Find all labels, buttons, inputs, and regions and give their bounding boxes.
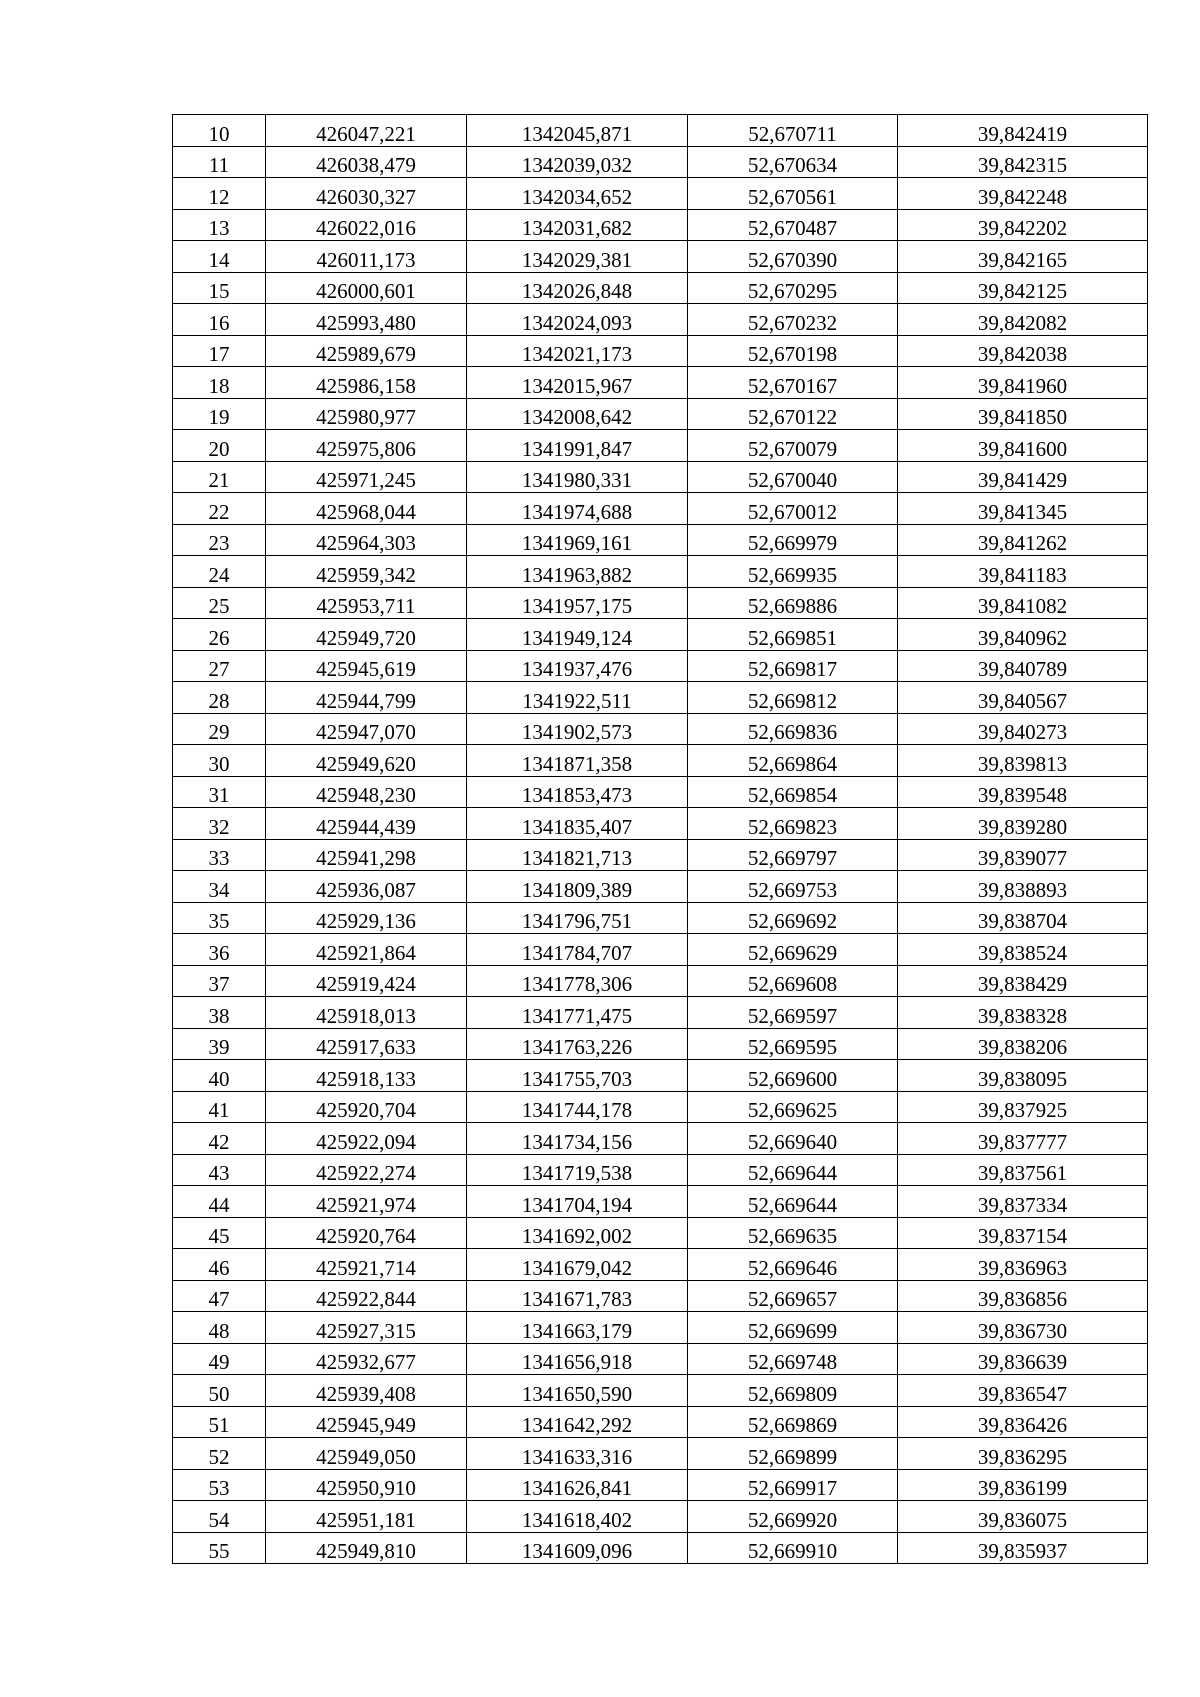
x-coordinate-cell: 425975,806	[266, 430, 467, 462]
point-number-cell: 15	[173, 272, 266, 304]
table-row	[173, 1501, 1148, 1533]
longitude-cell: 39,842125	[898, 272, 1148, 304]
table-row	[173, 398, 1148, 430]
point-number-cell: 34	[173, 871, 266, 903]
latitude-cell: 52,670711	[688, 115, 898, 147]
table-row	[173, 997, 1148, 1029]
coordinates-table-body	[173, 115, 1148, 1564]
point-number-cell: 28	[173, 682, 266, 714]
y-coordinate-cell: 1342029,381	[467, 241, 688, 273]
y-coordinate-cell: 1341650,590	[467, 1375, 688, 1407]
point-number-cell: 40	[173, 1060, 266, 1092]
longitude-cell: 39,840789	[898, 650, 1148, 682]
longitude-cell: 39,836547	[898, 1375, 1148, 1407]
table-row	[173, 1532, 1148, 1564]
table-row	[173, 1186, 1148, 1218]
table-row	[173, 808, 1148, 840]
latitude-cell: 52,670561	[688, 178, 898, 210]
point-number-cell: 35	[173, 902, 266, 934]
table-row	[173, 776, 1148, 808]
latitude-cell: 52,669917	[688, 1469, 898, 1501]
point-number-cell: 17	[173, 335, 266, 367]
longitude-cell: 39,841345	[898, 493, 1148, 525]
y-coordinate-cell: 1341609,096	[467, 1532, 688, 1564]
table-row	[173, 430, 1148, 462]
latitude-cell: 52,670634	[688, 146, 898, 178]
table-row	[173, 178, 1148, 210]
table-row	[173, 839, 1148, 871]
table-row	[173, 1091, 1148, 1123]
table-row	[173, 1438, 1148, 1470]
y-coordinate-cell: 1341949,124	[467, 619, 688, 651]
y-coordinate-cell: 1342045,871	[467, 115, 688, 147]
y-coordinate-cell: 1341796,751	[467, 902, 688, 934]
point-number-cell: 49	[173, 1343, 266, 1375]
x-coordinate-cell: 425947,070	[266, 713, 467, 745]
x-coordinate-cell: 425927,315	[266, 1312, 467, 1344]
x-coordinate-cell: 425950,910	[266, 1469, 467, 1501]
longitude-cell: 39,841960	[898, 367, 1148, 399]
point-number-cell: 43	[173, 1154, 266, 1186]
y-coordinate-cell: 1341922,511	[467, 682, 688, 714]
point-number-cell: 29	[173, 713, 266, 745]
latitude-cell: 52,669692	[688, 902, 898, 934]
latitude-cell: 52,669809	[688, 1375, 898, 1407]
latitude-cell: 52,670012	[688, 493, 898, 525]
x-coordinate-cell: 425986,158	[266, 367, 467, 399]
y-coordinate-cell: 1341991,847	[467, 430, 688, 462]
y-coordinate-cell: 1341679,042	[467, 1249, 688, 1281]
latitude-cell: 52,669640	[688, 1123, 898, 1155]
longitude-cell: 39,836730	[898, 1312, 1148, 1344]
latitude-cell: 52,669635	[688, 1217, 898, 1249]
latitude-cell: 52,670232	[688, 304, 898, 336]
point-number-cell: 13	[173, 209, 266, 241]
latitude-cell: 52,669657	[688, 1280, 898, 1312]
point-number-cell: 32	[173, 808, 266, 840]
latitude-cell: 52,670079	[688, 430, 898, 462]
x-coordinate-cell: 425929,136	[266, 902, 467, 934]
longitude-cell: 39,841429	[898, 461, 1148, 493]
table-row	[173, 1280, 1148, 1312]
point-number-cell: 51	[173, 1406, 266, 1438]
longitude-cell: 39,836856	[898, 1280, 1148, 1312]
table-row	[173, 209, 1148, 241]
x-coordinate-cell: 425939,408	[266, 1375, 467, 1407]
longitude-cell: 39,838893	[898, 871, 1148, 903]
y-coordinate-cell: 1341771,475	[467, 997, 688, 1029]
x-coordinate-cell: 426038,479	[266, 146, 467, 178]
x-coordinate-cell: 425921,714	[266, 1249, 467, 1281]
longitude-cell: 39,842419	[898, 115, 1148, 147]
y-coordinate-cell: 1341871,358	[467, 745, 688, 777]
latitude-cell: 52,669644	[688, 1154, 898, 1186]
longitude-cell: 39,841082	[898, 587, 1148, 619]
table-row	[173, 713, 1148, 745]
latitude-cell: 52,669595	[688, 1028, 898, 1060]
x-coordinate-cell: 425949,720	[266, 619, 467, 651]
longitude-cell: 39,841262	[898, 524, 1148, 556]
longitude-cell: 39,838524	[898, 934, 1148, 966]
latitude-cell: 52,669817	[688, 650, 898, 682]
latitude-cell: 52,669864	[688, 745, 898, 777]
table-row	[173, 146, 1148, 178]
longitude-cell: 39,837561	[898, 1154, 1148, 1186]
x-coordinate-cell: 425922,274	[266, 1154, 467, 1186]
latitude-cell: 52,669625	[688, 1091, 898, 1123]
x-coordinate-cell: 425920,704	[266, 1091, 467, 1123]
point-number-cell: 36	[173, 934, 266, 966]
latitude-cell: 52,669629	[688, 934, 898, 966]
x-coordinate-cell: 425971,245	[266, 461, 467, 493]
latitude-cell: 52,669823	[688, 808, 898, 840]
table-row	[173, 587, 1148, 619]
latitude-cell: 52,669812	[688, 682, 898, 714]
y-coordinate-cell: 1341734,156	[467, 1123, 688, 1155]
longitude-cell: 39,842248	[898, 178, 1148, 210]
point-number-cell: 19	[173, 398, 266, 430]
longitude-cell: 39,838206	[898, 1028, 1148, 1060]
x-coordinate-cell: 425968,044	[266, 493, 467, 525]
longitude-cell: 39,839548	[898, 776, 1148, 808]
point-number-cell: 45	[173, 1217, 266, 1249]
latitude-cell: 52,670295	[688, 272, 898, 304]
longitude-cell: 39,837154	[898, 1217, 1148, 1249]
table-row	[173, 650, 1148, 682]
latitude-cell: 52,670390	[688, 241, 898, 273]
y-coordinate-cell: 1342026,848	[467, 272, 688, 304]
point-number-cell: 38	[173, 997, 266, 1029]
point-number-cell: 55	[173, 1532, 266, 1564]
x-coordinate-cell: 425921,864	[266, 934, 467, 966]
longitude-cell: 39,842202	[898, 209, 1148, 241]
latitude-cell: 52,670167	[688, 367, 898, 399]
y-coordinate-cell: 1342008,642	[467, 398, 688, 430]
y-coordinate-cell: 1341656,918	[467, 1343, 688, 1375]
y-coordinate-cell: 1341704,194	[467, 1186, 688, 1218]
point-number-cell: 12	[173, 178, 266, 210]
table-row	[173, 1123, 1148, 1155]
y-coordinate-cell: 1341626,841	[467, 1469, 688, 1501]
coordinates-table	[172, 114, 1148, 1564]
y-coordinate-cell: 1341821,713	[467, 839, 688, 871]
y-coordinate-cell: 1341744,178	[467, 1091, 688, 1123]
latitude-cell: 52,670198	[688, 335, 898, 367]
longitude-cell: 39,842038	[898, 335, 1148, 367]
longitude-cell: 39,837925	[898, 1091, 1148, 1123]
x-coordinate-cell: 425918,133	[266, 1060, 467, 1092]
point-number-cell: 18	[173, 367, 266, 399]
y-coordinate-cell: 1341974,688	[467, 493, 688, 525]
point-number-cell: 52	[173, 1438, 266, 1470]
point-number-cell: 42	[173, 1123, 266, 1155]
y-coordinate-cell: 1342015,967	[467, 367, 688, 399]
point-number-cell: 11	[173, 146, 266, 178]
longitude-cell: 39,839077	[898, 839, 1148, 871]
table-row	[173, 1406, 1148, 1438]
x-coordinate-cell: 425949,050	[266, 1438, 467, 1470]
y-coordinate-cell: 1341755,703	[467, 1060, 688, 1092]
point-number-cell: 41	[173, 1091, 266, 1123]
x-coordinate-cell: 425944,439	[266, 808, 467, 840]
longitude-cell: 39,841183	[898, 556, 1148, 588]
x-coordinate-cell: 425945,619	[266, 650, 467, 682]
latitude-cell: 52,669979	[688, 524, 898, 556]
latitude-cell: 52,669644	[688, 1186, 898, 1218]
table-row	[173, 871, 1148, 903]
table-row	[173, 902, 1148, 934]
x-coordinate-cell: 425953,711	[266, 587, 467, 619]
y-coordinate-cell: 1342021,173	[467, 335, 688, 367]
table-row	[173, 1375, 1148, 1407]
y-coordinate-cell: 1341642,292	[467, 1406, 688, 1438]
y-coordinate-cell: 1341835,407	[467, 808, 688, 840]
longitude-cell: 39,839813	[898, 745, 1148, 777]
latitude-cell: 52,669899	[688, 1438, 898, 1470]
longitude-cell: 39,836963	[898, 1249, 1148, 1281]
longitude-cell: 39,839280	[898, 808, 1148, 840]
latitude-cell: 52,669869	[688, 1406, 898, 1438]
table-row	[173, 1028, 1148, 1060]
longitude-cell: 39,836295	[898, 1438, 1148, 1470]
point-number-cell: 46	[173, 1249, 266, 1281]
latitude-cell: 52,669699	[688, 1312, 898, 1344]
point-number-cell: 50	[173, 1375, 266, 1407]
x-coordinate-cell: 425959,342	[266, 556, 467, 588]
y-coordinate-cell: 1342039,032	[467, 146, 688, 178]
point-number-cell: 33	[173, 839, 266, 871]
latitude-cell: 52,669851	[688, 619, 898, 651]
table-row	[173, 304, 1148, 336]
point-number-cell: 25	[173, 587, 266, 619]
point-number-cell: 31	[173, 776, 266, 808]
point-number-cell: 44	[173, 1186, 266, 1218]
longitude-cell: 39,836199	[898, 1469, 1148, 1501]
x-coordinate-cell: 425945,949	[266, 1406, 467, 1438]
longitude-cell: 39,838095	[898, 1060, 1148, 1092]
table-row	[173, 619, 1148, 651]
point-number-cell: 39	[173, 1028, 266, 1060]
latitude-cell: 52,669600	[688, 1060, 898, 1092]
y-coordinate-cell: 1341778,306	[467, 965, 688, 997]
y-coordinate-cell: 1341957,175	[467, 587, 688, 619]
table-row	[173, 115, 1148, 147]
point-number-cell: 23	[173, 524, 266, 556]
latitude-cell: 52,669920	[688, 1501, 898, 1533]
longitude-cell: 39,837777	[898, 1123, 1148, 1155]
y-coordinate-cell: 1341692,002	[467, 1217, 688, 1249]
latitude-cell: 52,669910	[688, 1532, 898, 1564]
x-coordinate-cell: 425949,620	[266, 745, 467, 777]
latitude-cell: 52,670487	[688, 209, 898, 241]
x-coordinate-cell: 425922,094	[266, 1123, 467, 1155]
y-coordinate-cell: 1341763,226	[467, 1028, 688, 1060]
longitude-cell: 39,837334	[898, 1186, 1148, 1218]
x-coordinate-cell: 425964,303	[266, 524, 467, 556]
x-coordinate-cell: 425941,298	[266, 839, 467, 871]
y-coordinate-cell: 1341618,402	[467, 1501, 688, 1533]
y-coordinate-cell: 1341809,389	[467, 871, 688, 903]
y-coordinate-cell: 1341784,707	[467, 934, 688, 966]
latitude-cell: 52,669886	[688, 587, 898, 619]
latitude-cell: 52,670040	[688, 461, 898, 493]
table-row	[173, 934, 1148, 966]
table-row	[173, 367, 1148, 399]
x-coordinate-cell: 425951,181	[266, 1501, 467, 1533]
table-row	[173, 1249, 1148, 1281]
table-row	[173, 1217, 1148, 1249]
longitude-cell: 39,840962	[898, 619, 1148, 651]
x-coordinate-cell: 426011,173	[266, 241, 467, 273]
point-number-cell: 20	[173, 430, 266, 462]
longitude-cell: 39,838429	[898, 965, 1148, 997]
table-row	[173, 1312, 1148, 1344]
y-coordinate-cell: 1341969,161	[467, 524, 688, 556]
table-row	[173, 335, 1148, 367]
point-number-cell: 10	[173, 115, 266, 147]
longitude-cell: 39,841850	[898, 398, 1148, 430]
x-coordinate-cell: 425989,679	[266, 335, 467, 367]
point-number-cell: 53	[173, 1469, 266, 1501]
x-coordinate-cell: 425917,633	[266, 1028, 467, 1060]
x-coordinate-cell: 426030,327	[266, 178, 467, 210]
latitude-cell: 52,669836	[688, 713, 898, 745]
x-coordinate-cell: 425920,764	[266, 1217, 467, 1249]
point-number-cell: 24	[173, 556, 266, 588]
longitude-cell: 39,836639	[898, 1343, 1148, 1375]
longitude-cell: 39,842315	[898, 146, 1148, 178]
latitude-cell: 52,669646	[688, 1249, 898, 1281]
y-coordinate-cell: 1342034,652	[467, 178, 688, 210]
table-row	[173, 965, 1148, 997]
point-number-cell: 14	[173, 241, 266, 273]
y-coordinate-cell: 1341663,179	[467, 1312, 688, 1344]
x-coordinate-cell: 425919,424	[266, 965, 467, 997]
latitude-cell: 52,669935	[688, 556, 898, 588]
x-coordinate-cell: 426000,601	[266, 272, 467, 304]
table-row	[173, 1154, 1148, 1186]
x-coordinate-cell: 425922,844	[266, 1280, 467, 1312]
latitude-cell: 52,669797	[688, 839, 898, 871]
point-number-cell: 16	[173, 304, 266, 336]
x-coordinate-cell: 426022,016	[266, 209, 467, 241]
latitude-cell: 52,669753	[688, 871, 898, 903]
table-row	[173, 272, 1148, 304]
longitude-cell: 39,836075	[898, 1501, 1148, 1533]
table-row	[173, 745, 1148, 777]
longitude-cell: 39,841600	[898, 430, 1148, 462]
y-coordinate-cell: 1341937,476	[467, 650, 688, 682]
point-number-cell: 21	[173, 461, 266, 493]
point-number-cell: 27	[173, 650, 266, 682]
y-coordinate-cell: 1341853,473	[467, 776, 688, 808]
longitude-cell: 39,838704	[898, 902, 1148, 934]
x-coordinate-cell: 425918,013	[266, 997, 467, 1029]
y-coordinate-cell: 1342024,093	[467, 304, 688, 336]
longitude-cell: 39,842165	[898, 241, 1148, 273]
y-coordinate-cell: 1341963,882	[467, 556, 688, 588]
x-coordinate-cell: 425932,677	[266, 1343, 467, 1375]
point-number-cell: 48	[173, 1312, 266, 1344]
x-coordinate-cell: 425921,974	[266, 1186, 467, 1218]
x-coordinate-cell: 425948,230	[266, 776, 467, 808]
longitude-cell: 39,842082	[898, 304, 1148, 336]
point-number-cell: 54	[173, 1501, 266, 1533]
x-coordinate-cell: 425936,087	[266, 871, 467, 903]
latitude-cell: 52,670122	[688, 398, 898, 430]
longitude-cell: 39,840273	[898, 713, 1148, 745]
point-number-cell: 22	[173, 493, 266, 525]
table-row	[173, 241, 1148, 273]
point-number-cell: 26	[173, 619, 266, 651]
y-coordinate-cell: 1341633,316	[467, 1438, 688, 1470]
y-coordinate-cell: 1341902,573	[467, 713, 688, 745]
table-row	[173, 461, 1148, 493]
latitude-cell: 52,669608	[688, 965, 898, 997]
table-row	[173, 1469, 1148, 1501]
latitude-cell: 52,669597	[688, 997, 898, 1029]
point-number-cell: 37	[173, 965, 266, 997]
point-number-cell: 47	[173, 1280, 266, 1312]
table-row	[173, 682, 1148, 714]
table-row	[173, 556, 1148, 588]
y-coordinate-cell: 1341980,331	[467, 461, 688, 493]
longitude-cell: 39,835937	[898, 1532, 1148, 1564]
y-coordinate-cell: 1341671,783	[467, 1280, 688, 1312]
table-row	[173, 1343, 1148, 1375]
point-number-cell: 30	[173, 745, 266, 777]
x-coordinate-cell: 425944,799	[266, 682, 467, 714]
longitude-cell: 39,836426	[898, 1406, 1148, 1438]
latitude-cell: 52,669748	[688, 1343, 898, 1375]
x-coordinate-cell: 425993,480	[266, 304, 467, 336]
latitude-cell: 52,669854	[688, 776, 898, 808]
table-row	[173, 493, 1148, 525]
x-coordinate-cell: 425949,810	[266, 1532, 467, 1564]
x-coordinate-cell: 426047,221	[266, 115, 467, 147]
longitude-cell: 39,838328	[898, 997, 1148, 1029]
longitude-cell: 39,840567	[898, 682, 1148, 714]
table-row	[173, 1060, 1148, 1092]
y-coordinate-cell: 1342031,682	[467, 209, 688, 241]
table-row	[173, 524, 1148, 556]
x-coordinate-cell: 425980,977	[266, 398, 467, 430]
y-coordinate-cell: 1341719,538	[467, 1154, 688, 1186]
